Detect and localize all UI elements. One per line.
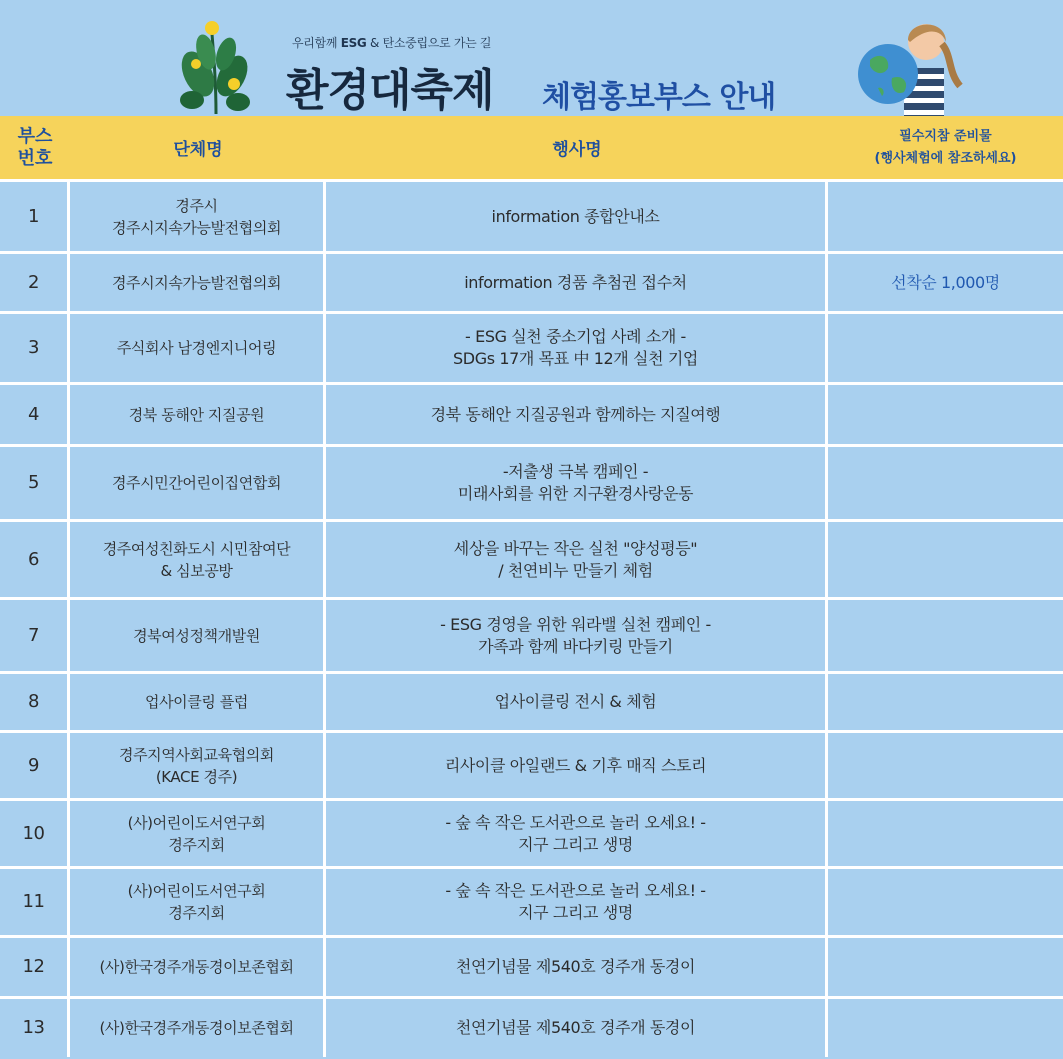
event-name-line: 가족과 함께 바다키링 만들기 <box>478 636 673 656</box>
organization-name <box>70 674 326 730</box>
event-name <box>326 938 828 996</box>
organization-name-line: 경북여성정책개발원 <box>133 626 260 645</box>
event-name-line: information 종합안내소 <box>491 206 660 226</box>
event-name-line: 천연기념물 제540호 경주개 동경이 <box>455 957 696 976</box>
required-items <box>828 447 1063 519</box>
booth-number: 2 <box>0 254 70 311</box>
required-items <box>828 733 1063 798</box>
required-items <box>828 869 1063 935</box>
table-row <box>0 385 1063 444</box>
organization-name-line: 경북 동해안 지질공원 <box>128 405 265 424</box>
organization-name-line: 경주시 <box>175 196 218 215</box>
organization-name <box>70 182 326 251</box>
required-items <box>828 674 1063 730</box>
organization-name-line: 주식회사 남경엔지니어링 <box>116 339 277 357</box>
organization-name-line: 업사이클링 플럽 <box>145 693 248 711</box>
required-items <box>828 801 1063 866</box>
organization-name-line: 경주지역사회교육협의회 <box>119 745 274 764</box>
event-name-line: 미래사회를 위한 지구환경사랑운동 <box>457 484 694 503</box>
booth-number: 10 <box>0 801 70 866</box>
organization-name-line: 경주시민간어린이집연합회 <box>111 474 282 492</box>
organization-name-line: (사)어린이도서연구회 <box>127 813 266 832</box>
required-items <box>828 600 1063 671</box>
organization-name <box>70 447 326 519</box>
event-name <box>326 385 828 444</box>
organization-name <box>70 385 326 444</box>
event-name-line: - 숲 속 작은 도서관으로 놀러 오세요! - <box>445 812 706 832</box>
required-items <box>828 385 1063 444</box>
organization-name <box>70 314 326 382</box>
organization-name-line: (사)어린이도서연구회 <box>127 882 266 900</box>
table-row <box>0 182 1063 251</box>
table-row <box>0 733 1063 798</box>
event-name <box>326 254 828 311</box>
header-booth-number: 부스 번호 <box>17 125 53 169</box>
organization-name <box>70 522 326 597</box>
organization-name-line: 경주시지속가능발전협의회 <box>111 273 282 292</box>
organization-name <box>70 801 326 866</box>
required-items <box>828 314 1063 382</box>
event-name <box>326 999 828 1057</box>
header-required-items: 필수지참 준비물 (행사체험에 참조하세요) <box>874 128 1017 166</box>
event-name-line: information 경품 추첨권 접수처 <box>464 272 687 292</box>
event-name-line: - ESG 실천 중소기업 사례 소개 - <box>465 327 686 346</box>
header-event-name: 행사명 <box>552 140 602 160</box>
booth-number: 11 <box>0 869 70 935</box>
table-row <box>0 600 1063 671</box>
organization-name-line: (KACE 경주) <box>155 767 238 786</box>
table-row <box>0 314 1063 382</box>
organization-name <box>70 869 326 935</box>
event-name-line: 지구 그리고 생명 <box>518 903 633 922</box>
organization-name-line: (사)한국경주개동경이보존협회 <box>99 1019 294 1037</box>
booth-number: 7 <box>0 600 70 671</box>
event-name <box>326 801 828 866</box>
event-name <box>326 674 828 730</box>
event-name-line: 업사이클링 전시 & 체험 <box>494 692 657 711</box>
table-row <box>0 254 1063 311</box>
header-organization: 단체명 <box>173 140 223 160</box>
event-name-line: -저출생 극복 캠페인 - <box>502 462 649 481</box>
booth-number: 8 <box>0 674 70 730</box>
required-items <box>828 182 1063 251</box>
event-name-line: 리사이클 아일랜드 & 기후 매직 스토리 <box>444 755 707 775</box>
event-name-line: 천연기념물 제540호 경주개 동경이 <box>455 1018 696 1037</box>
booth-number: 1 <box>0 182 70 251</box>
required-items: 선착순 1,000명 <box>828 254 1063 311</box>
event-name <box>326 447 828 519</box>
table-row <box>0 674 1063 730</box>
organization-name <box>70 733 326 798</box>
event-name <box>326 522 828 597</box>
table-row <box>0 801 1063 866</box>
event-name <box>326 869 828 935</box>
booth-table <box>0 116 1063 1059</box>
event-name-line: - ESG 경영을 위한 워라밸 실천 캠페인 - <box>440 614 711 634</box>
plant-illustration-icon <box>176 14 256 114</box>
event-title-sub: 체험홍보부스 안내 <box>542 80 776 115</box>
required-items <box>828 938 1063 996</box>
event-subtitle: 우리함께 ESG & 탄소중립으로 가는 길 <box>292 36 492 50</box>
organization-name-line: (사)한국경주개동경이보존협회 <box>99 958 294 976</box>
booth-number: 9 <box>0 733 70 798</box>
booth-number: 13 <box>0 999 70 1057</box>
event-name-line: - 숲 속 작은 도서관으로 놀러 오세요! - <box>445 881 706 900</box>
event-name <box>326 733 828 798</box>
booth-number: 6 <box>0 522 70 597</box>
organization-name-line: & 심보공방 <box>160 561 233 580</box>
table-row <box>0 869 1063 935</box>
girl-holding-earth-illustration-icon <box>848 16 964 116</box>
poster-header <box>0 0 1063 116</box>
organization-name <box>70 600 326 671</box>
organization-name <box>70 938 326 996</box>
table-row <box>0 522 1063 597</box>
organization-name <box>70 254 326 311</box>
event-name-line: SDGs 17개 목표 中 12개 실천 기업 <box>453 349 698 368</box>
event-name-line: 경북 동해안 지질공원과 함께하는 지질여행 <box>430 404 721 424</box>
organization-name-line: 경주지회 <box>168 835 225 854</box>
booth-number: 12 <box>0 938 70 996</box>
booth-number: 3 <box>0 314 70 382</box>
table-row <box>0 938 1063 996</box>
event-name <box>326 600 828 671</box>
booth-number: 4 <box>0 385 70 444</box>
organization-name-line: 경주시지속가능발전협의회 <box>111 218 282 237</box>
event-name-line: / 천연비누 만들기 체험 <box>498 560 653 580</box>
event-name <box>326 182 828 251</box>
organization-name <box>70 999 326 1057</box>
event-name <box>326 314 828 382</box>
organization-name-line: 경주지회 <box>168 904 225 922</box>
organization-name-line: 경주여성친화도시 시민참여단 <box>102 539 291 558</box>
booth-number: 5 <box>0 447 70 519</box>
table-row <box>0 447 1063 519</box>
event-name-line: 지구 그리고 생명 <box>518 834 633 854</box>
event-name-line: 세상을 바꾸는 작은 실천 "양성평등" <box>453 538 698 558</box>
table-header-row <box>0 116 1063 179</box>
required-items <box>828 522 1063 597</box>
required-items <box>828 999 1063 1057</box>
event-title: 환경대축제 <box>286 65 494 116</box>
table-row <box>0 999 1063 1057</box>
